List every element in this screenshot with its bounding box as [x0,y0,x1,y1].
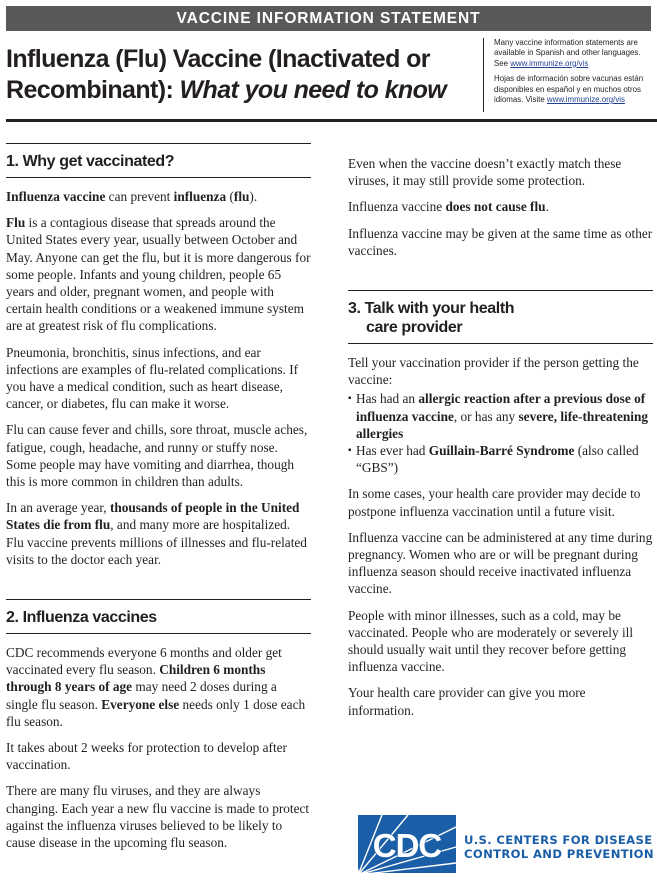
text: needs only 1 dose each flu season. [6,696,306,729]
section-3-heading [348,290,653,344]
section-2-paragraph: There are many flu viruses, and they are always changing. Each year a new flu vaccine is made to protect against the influenza viruses believed to be likely to cause disease in the upcoming flu season. [6,783,310,851]
section-1-paragraph [6,214,311,334]
right-column [348,155,653,728]
section-2-paragraph: Influenza vaccine may be given at the same time as other vaccines. [348,225,653,258]
section-spacer [348,268,653,290]
english-note [494,38,653,69]
cdc-agency-name [464,833,654,861]
bullet-icon: ▪ [348,393,352,405]
section-2-paragraph [348,198,653,215]
bold-text: thousands of people in the United States die from flu [6,500,300,533]
language-availability-note [483,38,653,112]
section-3-paragraph: People with minor illnesses, such as a cold, may be vaccinated. People who are moderately or severely ill should usually wait until they recover before getting influenza vaccine. [348,607,634,675]
heading-line: care provider [366,319,463,337]
spanish-note [494,74,653,105]
section-1-paragraph: Pneumonia, bronchitis, sinus infections, and ear infections are examples of flu-related complications. If you have a medical condition, such as heart disease, cancer, or diabetes, flu can make it worse. [6,344,299,412]
section-2-paragraph: It takes about 2 weeks for protection to develop after vaccination. [6,740,287,773]
bold-text: Children 6 months through 8 years of age [6,662,266,695]
text: Has ever had [356,443,429,459]
text: is a contagious disease that spreads around the United States every year, usually between October and May. Anyone can get the flu, but it is more dangerous for some people. Infants and young children, people 65 years and older, pregnant women, and people with certain health conditions or a weakened immune system are at greatest risk of flu complications. [6,215,311,334]
agency-line: CONTROL AND PREVENTION [464,847,654,861]
section-3-intro: Tell your vaccination provider if the person getting the vaccine: [348,355,639,388]
text: can prevent [105,189,174,204]
section-1-paragraph [6,499,311,568]
immunize-link-spanish[interactable]: www.immunize.org/vis [546,95,625,105]
cdc-logo-icon [352,813,458,875]
section-3-paragraph: In some cases, your health care provider may decide to postpone influenza vaccination until a future visit. [348,486,641,519]
bullet-icon: ▪ [348,445,352,457]
text: may need 2 doses during a single flu season. [6,679,277,712]
bold-text: Guillain-Barré Syndrome [428,443,575,459]
section-1-heading: 1. Why get vaccinated? [6,143,311,178]
immunize-link-english[interactable]: www.immunize.org/vis [510,58,589,68]
left-column [6,143,311,860]
header-divider [6,119,657,122]
agency-line: U.S. CENTERS FOR DISEASE [464,833,653,847]
bold-text: does not cause flu [445,199,546,215]
text: , and many more are hospitalized. Flu vaccine prevents millions of illnesses and flu-related visits to the doctor each year. [6,517,307,567]
bold-text: Everyone else [101,696,180,712]
text: , or has any [453,408,519,424]
bold-text: Flu [6,215,26,231]
list-item [348,390,653,442]
bold-text: influenza [173,189,227,204]
section-3-paragraph: Influenza vaccine can be administered at any time during pregnancy. Women who are or will be pregnant during influenza season should receive inactivated influenza vaccine. [348,529,653,597]
title-subtitle: What you need to know [179,76,447,104]
bold-text: Influenza vaccine [6,189,106,204]
text: Has had an [356,391,419,407]
text: (also called “GBS”) [356,443,639,476]
text: ). [249,189,258,204]
bold-text: severe, life-threatening allergies [356,408,648,441]
text: CDC recommends everyone 6 months and older get vaccinated every flu season. [6,645,282,678]
text: ( [226,189,234,204]
precaution-list [348,390,653,476]
bold-text: flu [233,189,250,204]
spanish-note-text: Hojas de información sobre vacunas están disponibles en español y en muchos otros idiomas. Visite [494,74,644,105]
list-item [348,442,653,476]
vis-banner: VACCINE INFORMATION STATEMENT [6,6,651,31]
title-main: Influenza (Flu) Vaccine (Inactivated or Recombinant): [6,45,430,104]
text: Influenza vaccine [348,199,446,215]
section-2-paragraph [6,644,311,730]
document-title [6,44,466,106]
section-2-paragraph: Even when the vaccine doesn’t exactly match these viruses, it may still provide some protection. [348,156,622,189]
heading-line: 3. Talk with your health [348,300,515,318]
cdc-logo-text: CDC [372,827,442,864]
section-1-paragraph [6,188,311,205]
section-2-heading: 2. Influenza vaccines [6,599,311,634]
section-spacer [6,577,311,599]
text: In an average year, [6,500,110,516]
english-note-text: Many vaccine information statements are available in Spanish and other languages. See [494,38,641,68]
bold-text: allergic reaction after a previous dose of influenza vaccine [356,391,646,424]
text: . [545,199,549,215]
section-1-paragraph: Flu can cause fever and chills, sore throat, muscle aches, fatigue, cough, headache, and runny or stuffy nose. Some people may have vomiting and diarrhea, though this is more common in children than adults. [6,422,308,490]
section-3-paragraph: Your health care provider can give you more information. [348,685,586,718]
